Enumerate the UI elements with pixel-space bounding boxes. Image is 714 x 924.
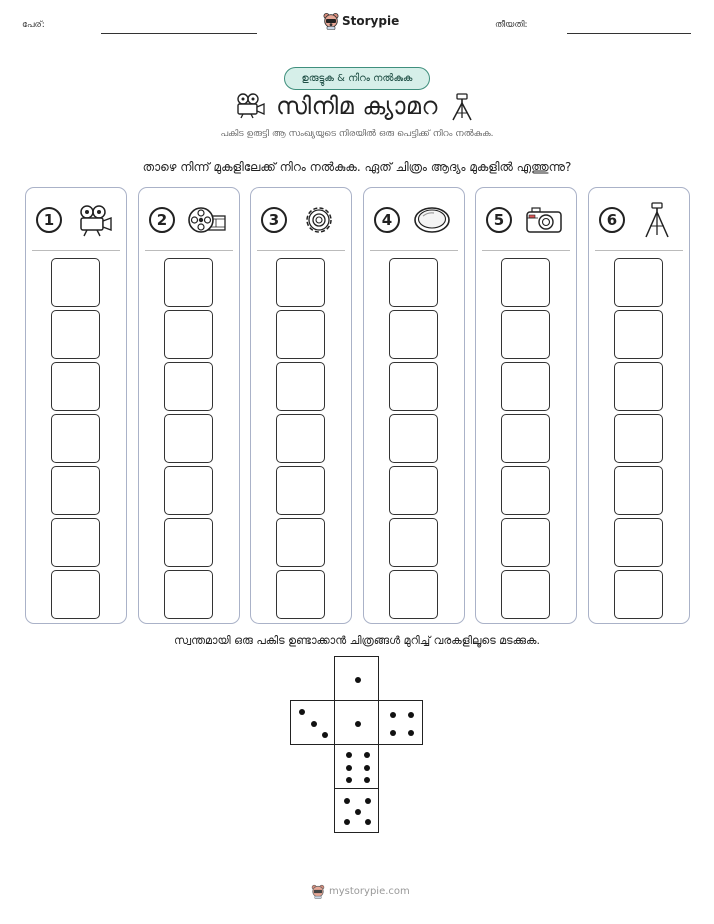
instruction: താഴെ നിന്ന് മുകളിലേക്ക് നിറം നൽകുക. ഏത് ചിത്രം ആദ്യം മുകളിൽ എത്തുന്നു? — [142, 160, 572, 174]
die-face-4 — [378, 700, 423, 745]
column-6 — [588, 187, 690, 624]
die-pip — [346, 777, 352, 783]
color-box[interactable] — [389, 310, 438, 359]
column-divider — [145, 250, 233, 251]
gear-icon — [299, 202, 339, 238]
color-box[interactable] — [51, 414, 100, 463]
die-pip — [311, 721, 317, 727]
column-3 — [250, 187, 352, 624]
column-divider — [370, 250, 458, 251]
column-divider — [32, 250, 120, 251]
column-4 — [363, 187, 465, 624]
color-box[interactable] — [501, 570, 550, 619]
date-line[interactable] — [567, 33, 691, 34]
column-5 — [475, 187, 577, 624]
date-label: തീയതി: — [495, 20, 528, 30]
color-box[interactable] — [164, 310, 213, 359]
color-box[interactable] — [389, 414, 438, 463]
footer — [311, 884, 410, 899]
color-box[interactable] — [276, 466, 325, 515]
die-face-1 — [334, 656, 379, 701]
lens-icon — [412, 202, 452, 238]
column-number: 5 — [486, 207, 512, 233]
color-box[interactable] — [276, 362, 325, 411]
die-pip — [408, 730, 414, 736]
column-number: 1 — [36, 207, 62, 233]
color-box[interactable] — [501, 466, 550, 515]
column-header — [372, 202, 456, 238]
color-box[interactable] — [389, 258, 438, 307]
color-box[interactable] — [276, 414, 325, 463]
brand-name: Storypie — [342, 14, 400, 28]
die-pip — [364, 765, 370, 771]
color-box[interactable] — [164, 258, 213, 307]
color-box[interactable] — [389, 518, 438, 567]
die-pip — [390, 712, 396, 718]
color-box[interactable] — [51, 518, 100, 567]
color-box[interactable] — [614, 466, 663, 515]
color-box[interactable] — [389, 466, 438, 515]
color-box[interactable] — [276, 518, 325, 567]
column-header — [147, 202, 231, 238]
name-label: പേര്: — [22, 20, 45, 30]
color-box[interactable] — [614, 518, 663, 567]
color-box[interactable] — [51, 258, 100, 307]
die-pip — [355, 809, 361, 815]
color-box[interactable] — [501, 258, 550, 307]
die-face-5 — [334, 788, 379, 833]
column-2 — [138, 187, 240, 624]
die-pip — [346, 752, 352, 758]
color-box[interactable] — [164, 362, 213, 411]
color-box[interactable] — [51, 310, 100, 359]
bear-icon — [323, 12, 339, 30]
column-divider — [482, 250, 570, 251]
die-pip — [365, 819, 371, 825]
column-header — [484, 202, 568, 238]
color-box[interactable] — [389, 362, 438, 411]
die-pip — [355, 721, 361, 727]
color-box[interactable] — [501, 414, 550, 463]
activity-badge: ഉരുട്ടുക & നിറം നൽകുക — [284, 67, 430, 90]
color-box[interactable] — [389, 570, 438, 619]
color-box[interactable] — [276, 570, 325, 619]
die-face-1 — [334, 700, 379, 745]
color-box[interactable] — [164, 466, 213, 515]
die-pip — [364, 752, 370, 758]
die-pip — [344, 798, 350, 804]
die-face-3 — [290, 700, 335, 745]
color-box[interactable] — [614, 362, 663, 411]
page-title: സിനിമ ക്യാമറ — [276, 92, 438, 120]
name-line[interactable] — [101, 33, 257, 34]
column-header — [259, 202, 343, 238]
color-box[interactable] — [51, 570, 100, 619]
color-box[interactable] — [164, 570, 213, 619]
die-pip — [355, 677, 361, 683]
color-box[interactable] — [51, 362, 100, 411]
die-note: സ്വന്തമായി ഒരു പകിട ഉണ്ടാക്കാൻ ചിത്രങ്ങൾ മുറിച്ച് വരകളിലൂടെ മടക്കുക. — [174, 634, 540, 647]
bear-icon — [311, 884, 325, 899]
column-divider — [257, 250, 345, 251]
column-header — [34, 202, 118, 238]
column-divider — [595, 250, 683, 251]
color-box[interactable] — [51, 466, 100, 515]
brand-logo — [323, 12, 399, 30]
column-number: 4 — [374, 207, 400, 233]
die-pip — [364, 777, 370, 783]
die-pip — [344, 819, 350, 825]
column-number: 6 — [599, 207, 625, 233]
color-box[interactable] — [614, 570, 663, 619]
die-pip — [390, 730, 396, 736]
color-box[interactable] — [276, 310, 325, 359]
camera-icon — [524, 202, 564, 238]
die-pip — [365, 798, 371, 804]
color-box[interactable] — [614, 258, 663, 307]
color-box[interactable] — [501, 362, 550, 411]
movie-camera-icon — [74, 202, 114, 238]
column-number: 3 — [261, 207, 287, 233]
color-box[interactable] — [164, 414, 213, 463]
color-box[interactable] — [501, 518, 550, 567]
die-pip — [346, 765, 352, 771]
color-box[interactable] — [276, 258, 325, 307]
color-box[interactable] — [614, 310, 663, 359]
tripod-icon — [450, 93, 474, 121]
color-box[interactable] — [501, 310, 550, 359]
column-number: 2 — [149, 207, 175, 233]
die-pip — [408, 712, 414, 718]
tripod-icon — [637, 202, 677, 238]
subtitle: പകിട ഉരുട്ടി ആ സംഖ്യയുടെ നിരയിൽ ഒരു പെട്ടിക്ക് നിറം നൽകുക. — [220, 129, 494, 139]
die-pip — [322, 732, 328, 738]
column-1 — [25, 187, 127, 624]
color-box[interactable] — [164, 518, 213, 567]
color-box[interactable] — [614, 414, 663, 463]
die-face-6 — [334, 744, 379, 789]
film-reel-icon — [187, 202, 227, 238]
column-header — [597, 202, 681, 238]
footer-url[interactable]: mystorypie.com — [329, 886, 410, 897]
die-pip — [299, 709, 305, 715]
